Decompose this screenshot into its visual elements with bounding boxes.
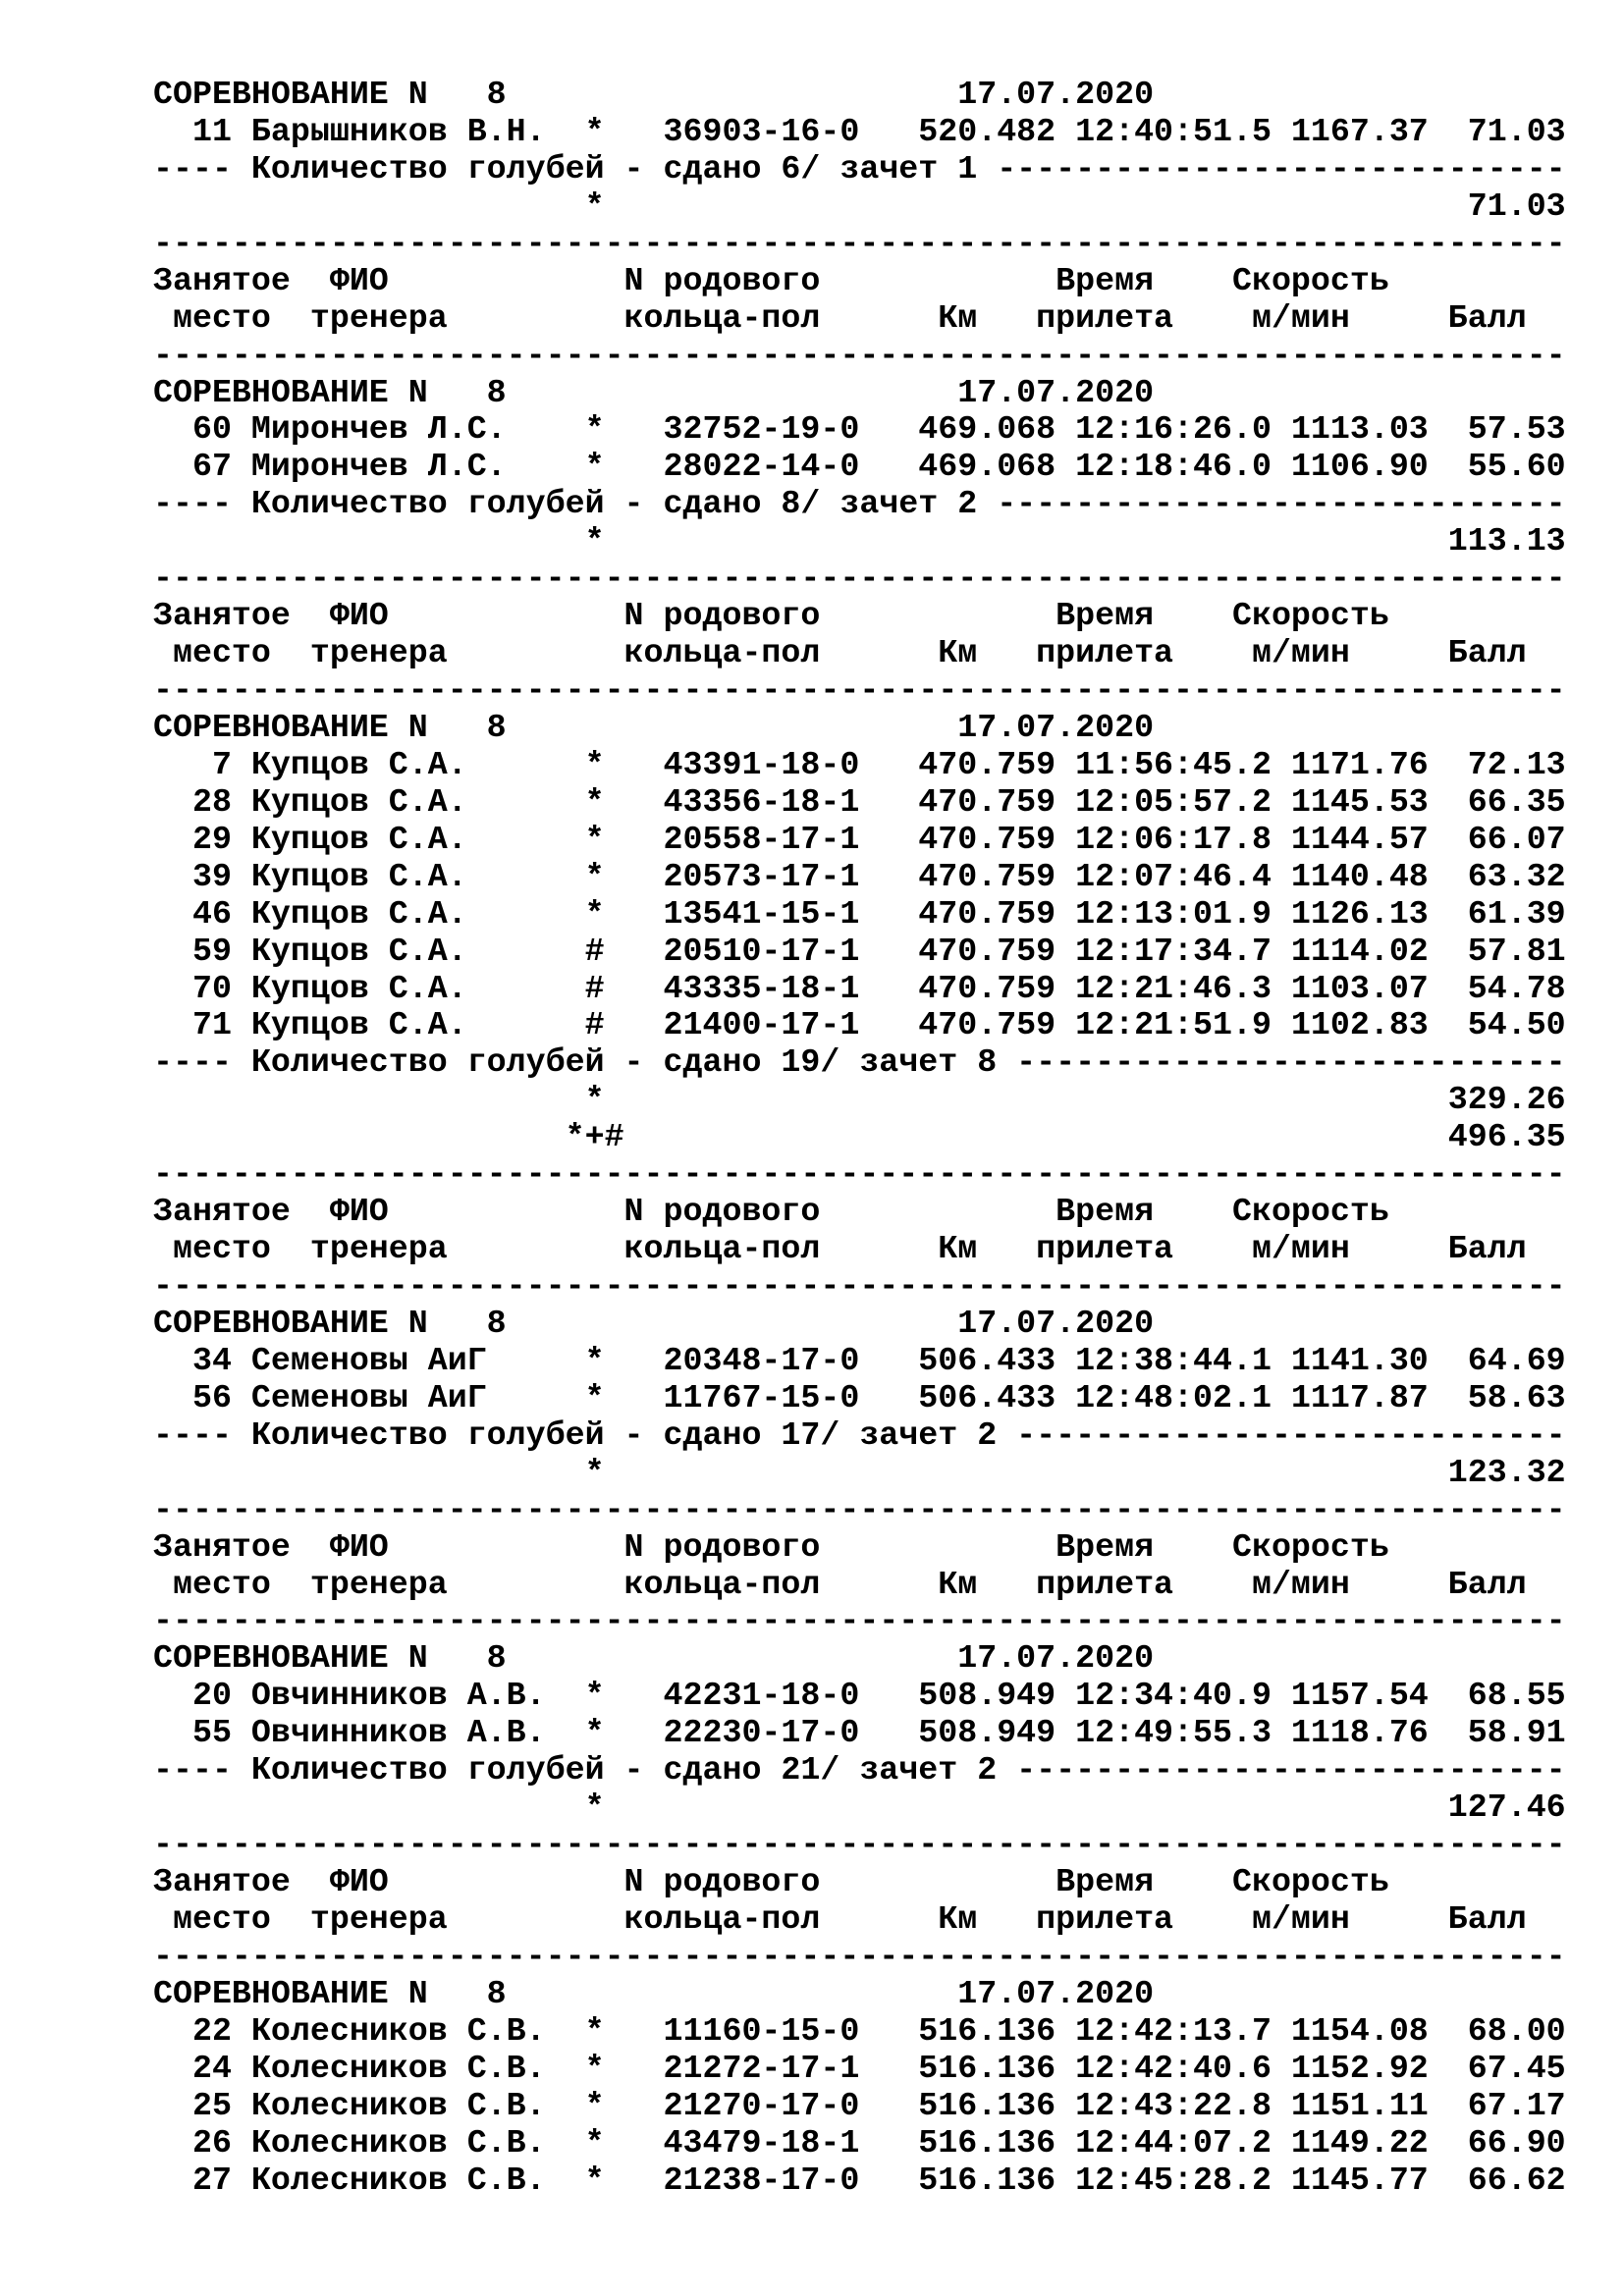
competition-header-line: СОРЕВНОВАНИЕ N 8 17.07.2020 xyxy=(153,1304,1155,1342)
separator-line: ------------------------------------------------------------------------ xyxy=(153,224,1566,262)
separator-line: ------------------------------------------------------------------------ xyxy=(153,1826,1566,1864)
result-row: 71 Купцов С.А. # 21400-17-1 470.759 12:21:51.9 1102.83 54.50 xyxy=(153,1006,1566,1044)
competition-header-line: СОРЕВНОВАНИЕ N 8 17.07.2020 xyxy=(153,1639,1155,1678)
result-row: 46 Купцов С.А. * 13541-15-1 470.759 12:13:01.9 1126.13 61.39 xyxy=(153,894,1566,933)
result-row: 26 Колесников С.В. * 43479-18-1 516.136 12:44:07.2 1149.22 66.90 xyxy=(153,2123,1566,2162)
result-row: 25 Колесников С.В. * 21270-17-0 516.136 12:43:22.8 1151.11 67.17 xyxy=(153,2086,1566,2124)
column-header-line: Занятое ФИО N родового Время Скорость xyxy=(153,261,1389,299)
result-row: 22 Колесников С.В. * 11160-15-0 516.136 12:42:13.7 1154.08 68.00 xyxy=(153,2011,1566,2050)
result-row: 39 Купцов С.А. * 20573-17-1 470.759 12:07:46.4 1140.48 63.32 xyxy=(153,857,1566,895)
result-row: 11 Барышников В.Н. * 36903-16-0 520.482 12:40:51.5 1167.37 71.03 xyxy=(153,112,1566,150)
pigeon-count-summary-line: ---- Количество голубей - сдано 8/ зачет 2 ----------------------------- xyxy=(153,485,1566,523)
pigeon-count-summary-line: ---- Количество голубей - сдано 17/ зачет 2 ---------------------------- xyxy=(153,1415,1566,1454)
competition-results-listing xyxy=(153,77,1566,2199)
pigeon-count-summary-line: ---- Количество голубей - сдано 6/ зачет 1 ----------------------------- xyxy=(153,149,1566,187)
score-total-line: *+# 496.35 xyxy=(153,1118,1566,1156)
result-row: 24 Колесников С.В. * 21272-17-1 516.136 12:42:40.6 1152.92 67.45 xyxy=(153,2049,1566,2087)
separator-line: ------------------------------------------------------------------------ xyxy=(153,1155,1566,1194)
result-row: 60 Мирончев Л.С. * 32752-19-0 469.068 12:16:26.0 1113.03 57.53 xyxy=(153,410,1566,449)
result-row: 7 Купцов С.А. * 43391-18-0 470.759 11:56:45.2 1171.76 72.13 xyxy=(153,745,1566,783)
competition-header-line: СОРЕВНОВАНИЕ N 8 17.07.2020 xyxy=(153,1974,1155,2012)
result-row: 27 Колесников С.В. * 21238-17-0 516.136 12:45:28.2 1145.77 66.62 xyxy=(153,2161,1566,2199)
separator-line: ------------------------------------------------------------------------ xyxy=(153,1602,1566,1640)
score-total-line: * 329.26 xyxy=(153,1081,1566,1119)
result-row: 56 Семеновы АиГ * 11767-15-0 506.433 12:48:02.1 1117.87 58.63 xyxy=(153,1378,1566,1416)
separator-line: ------------------------------------------------------------------------ xyxy=(153,671,1566,709)
separator-line: ------------------------------------------------------------------------ xyxy=(153,1490,1566,1528)
result-row: 20 Овчинников А.В. * 42231-18-0 508.949 12:34:40.9 1157.54 68.55 xyxy=(153,1677,1566,1715)
column-subheader-line: место тренера кольца-пол Км прилета м/мин Балл xyxy=(153,634,1527,672)
separator-line: ------------------------------------------------------------------------ xyxy=(153,1937,1566,1975)
pigeon-count-summary-line: ---- Количество голубей - сдано 21/ зачет 2 ---------------------------- xyxy=(153,1751,1566,1789)
result-row: 70 Купцов С.А. # 43335-18-1 470.759 12:21:46.3 1103.07 54.78 xyxy=(153,969,1566,1007)
result-row: 28 Купцов С.А. * 43356-18-1 470.759 12:05:57.2 1145.53 66.35 xyxy=(153,782,1566,821)
separator-line: ------------------------------------------------------------------------ xyxy=(153,560,1566,598)
competition-header-line: СОРЕВНОВАНИЕ N 8 17.07.2020 xyxy=(153,76,1155,113)
column-header-line: Занятое ФИО N родового Время Скорость xyxy=(153,1863,1389,1900)
score-total-line: * 113.13 xyxy=(153,522,1566,561)
result-row: 34 Семеновы АиГ * 20348-17-0 506.433 12:38:44.1 1141.30 64.69 xyxy=(153,1341,1566,1379)
column-header-line: Занятое ФИО N родового Время Скорость xyxy=(153,597,1389,635)
result-row: 67 Мирончев Л.С. * 28022-14-0 469.068 12:18:46.0 1106.90 55.60 xyxy=(153,448,1566,486)
result-row: 55 Овчинников А.В. * 22230-17-0 508.949 12:49:55.3 1118.76 58.91 xyxy=(153,1714,1566,1752)
column-header-line: Занятое ФИО N родового Время Скорость xyxy=(153,1527,1389,1566)
competition-header-line: СОРЕВНОВАНИЕ N 8 17.07.2020 xyxy=(153,708,1155,746)
column-subheader-line: место тренера кольца-пол Км прилета м/мин Балл xyxy=(153,1230,1527,1268)
column-header-line: Занятое ФИО N родового Время Скорость xyxy=(153,1193,1389,1231)
competition-header-line: СОРЕВНОВАНИЕ N 8 17.07.2020 xyxy=(153,373,1155,411)
score-total-line: * 71.03 xyxy=(153,187,1566,225)
result-row: 59 Купцов С.А. # 20510-17-1 470.759 12:17:34.7 1114.02 57.81 xyxy=(153,932,1566,970)
score-total-line: * 123.32 xyxy=(153,1453,1566,1491)
separator-line: ------------------------------------------------------------------------ xyxy=(153,1267,1566,1305)
column-subheader-line: место тренера кольца-пол Км прилета м/мин Балл xyxy=(153,298,1527,337)
result-row: 29 Купцов С.А. * 20558-17-1 470.759 12:06:17.8 1144.57 66.07 xyxy=(153,820,1566,858)
column-subheader-line: место тренера кольца-пол Км прилета м/мин Балл xyxy=(153,1565,1527,1603)
score-total-line: * 127.46 xyxy=(153,1789,1566,1827)
pigeon-count-summary-line: ---- Количество голубей - сдано 19/ зачет 8 ---------------------------- xyxy=(153,1043,1566,1082)
column-subheader-line: место тренера кольца-пол Км прилета м/мин Балл xyxy=(153,1899,1527,1938)
separator-line: ------------------------------------------------------------------------ xyxy=(153,336,1566,374)
